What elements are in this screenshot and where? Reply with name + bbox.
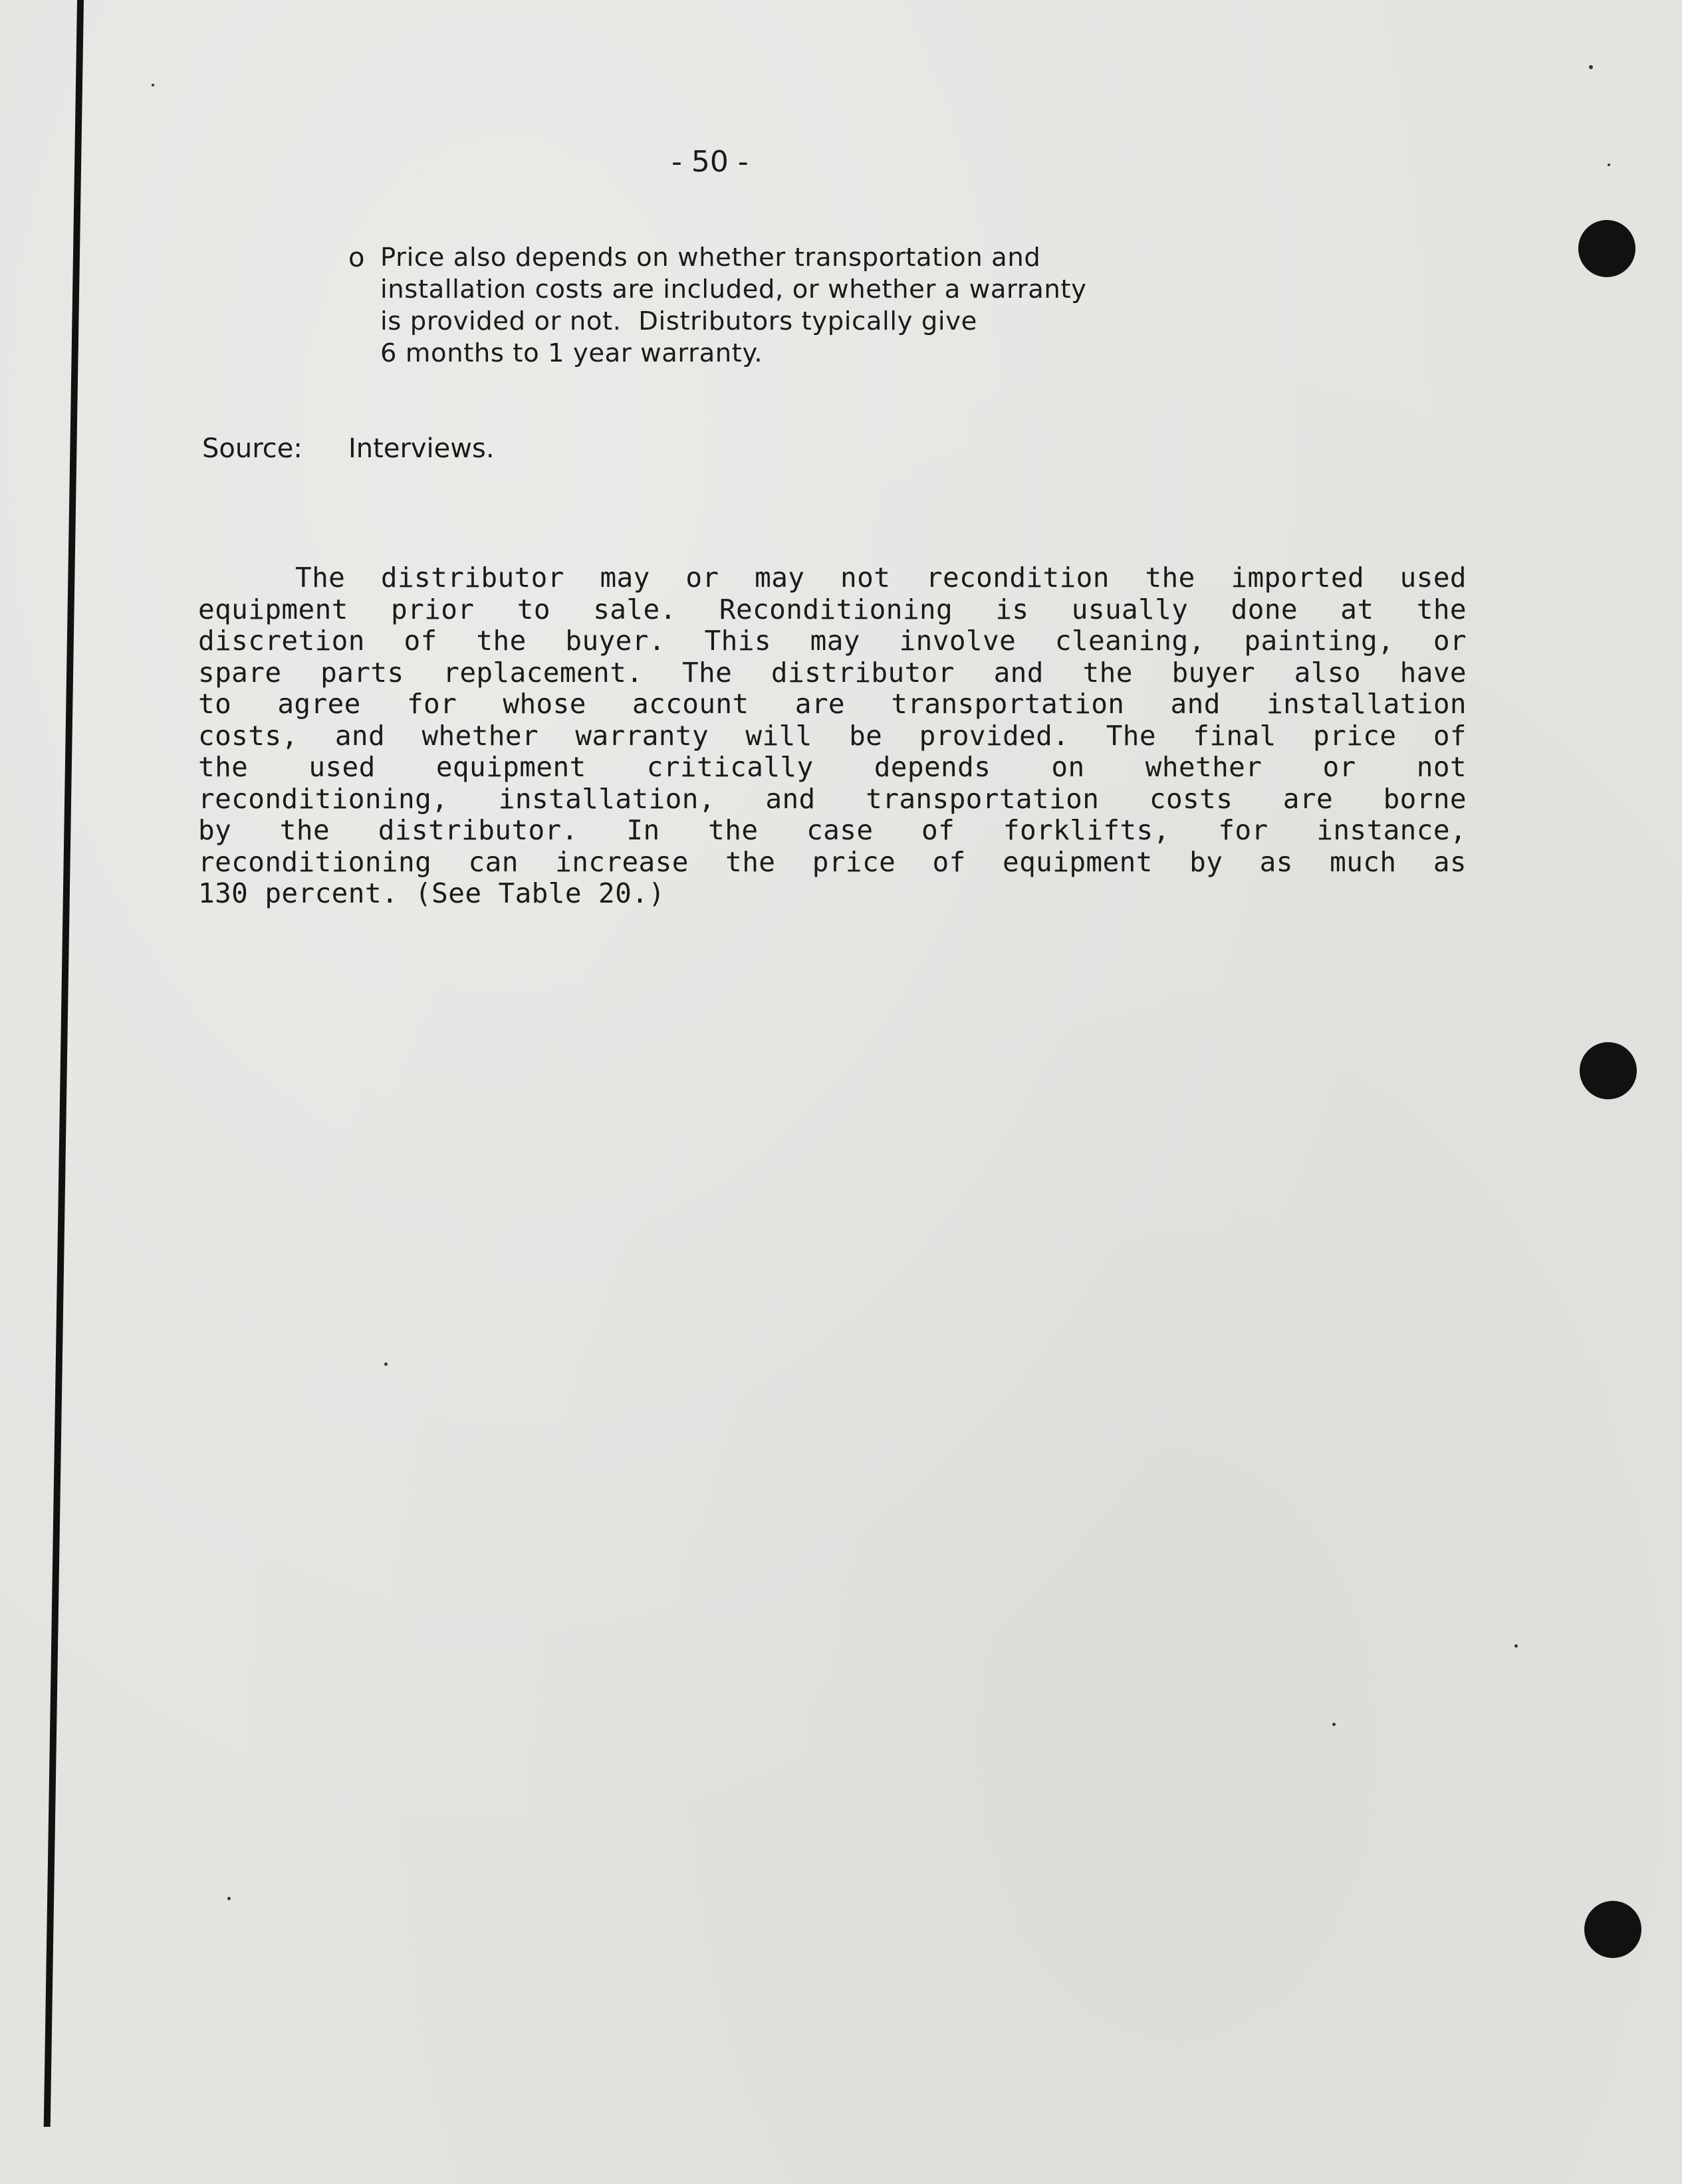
scan-speck	[1608, 164, 1610, 166]
bullet-line: 6 months to 1 year warranty.	[380, 338, 763, 368]
scan-speck	[1589, 65, 1593, 69]
scan-speck	[1514, 1644, 1518, 1648]
source-citation	[202, 432, 495, 465]
paragraph-line: to agree for whose account are transportation and installation	[198, 689, 1467, 720]
body-paragraph	[198, 562, 1467, 910]
punch-hole-bottom	[1584, 1901, 1641, 1958]
paragraph-line: spare parts replacement. The distributor and the buyer also have	[198, 657, 1467, 689]
scan-speck	[227, 1897, 231, 1900]
paragraph-line: reconditioning, installation, and transportation costs are borne	[198, 783, 1467, 815]
scan-speck	[384, 1363, 388, 1366]
scan-speck	[152, 84, 154, 86]
paragraph-line: reconditioning can increase the price of equipment by as much as	[198, 846, 1467, 878]
paragraph-line: the used equipment critically depends on whether or not	[198, 752, 1467, 783]
paragraph-line: costs, and whether warranty will be provided. The final price of	[198, 720, 1467, 752]
paragraph-line: The distributor may or may not recondition the imported used	[295, 562, 1467, 594]
page-number: - 50 -	[671, 145, 749, 179]
bullet-line: is provided or not. Distributors typically give	[380, 306, 977, 336]
source-value: Interviews.	[348, 433, 495, 464]
paragraph-line: equipment prior to sale. Reconditioning is usually done at the	[198, 594, 1467, 625]
bullet-line: Price also depends on whether transportation and	[380, 243, 1041, 273]
paragraph-line: 130 percent. (See Table 20.)	[198, 878, 665, 909]
binding-margin-line	[44, 0, 84, 2127]
bullet-marker: o	[348, 243, 365, 273]
source-label: Source:	[202, 433, 302, 464]
punch-hole-middle	[1580, 1042, 1637, 1099]
punch-hole-top	[1578, 220, 1635, 277]
scan-speck	[1332, 1723, 1336, 1726]
bullet-line: installation costs are included, or whether a warranty	[380, 274, 1087, 304]
paragraph-line: discretion of the buyer. This may involve cleaning, painting, or	[198, 625, 1467, 657]
paragraph-line: by the distributor. In the case of forklifts, for instance,	[198, 815, 1467, 846]
